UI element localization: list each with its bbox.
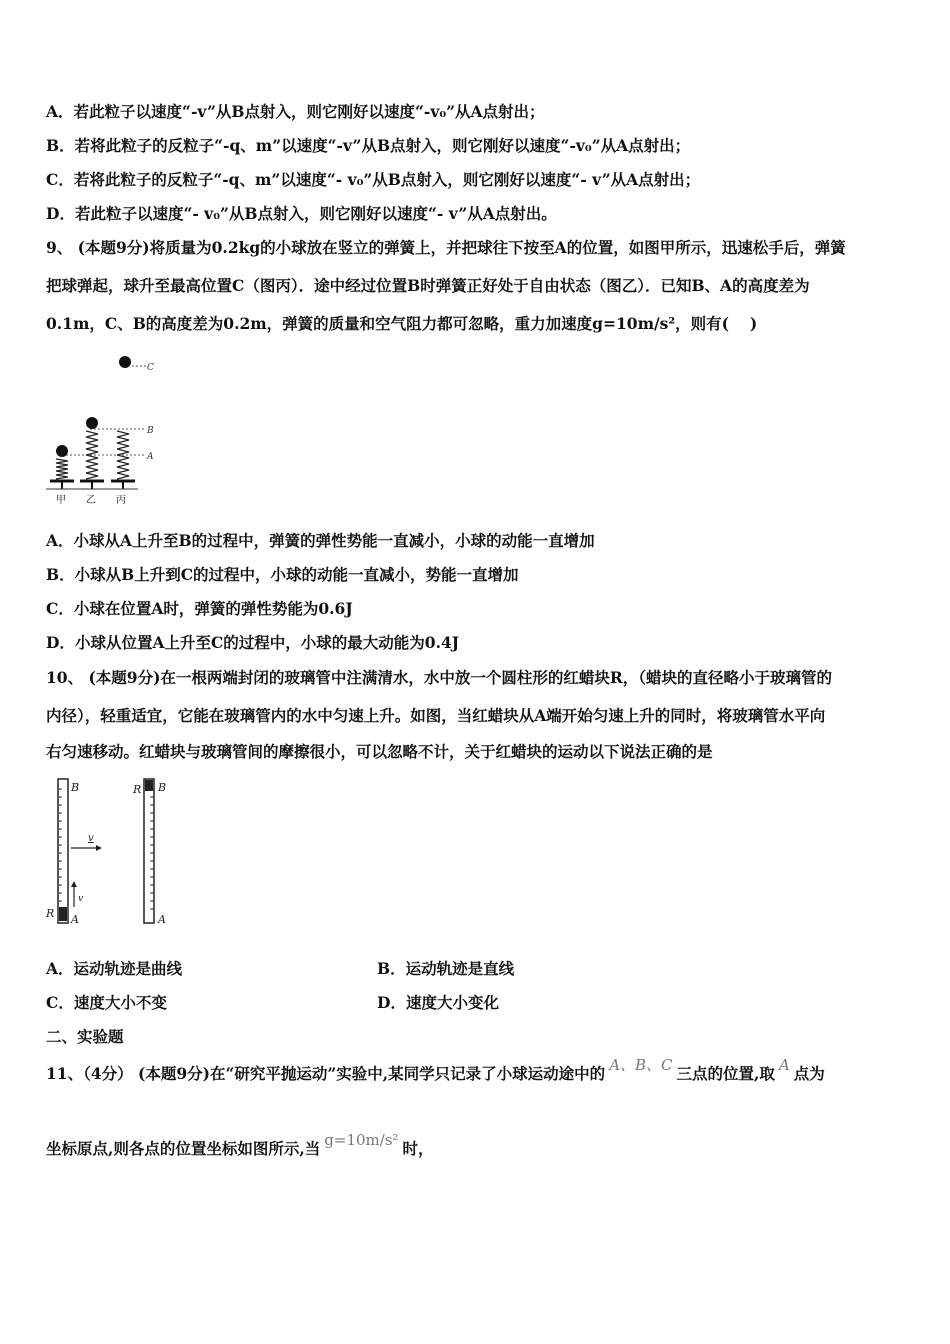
label-c: C — [147, 363, 154, 373]
q11-stem-line-2 — [46, 1131, 434, 1159]
q9-option-d: D．小球从位置A上升至C的过程中，小球的最大动能为0.4J — [46, 633, 460, 652]
q8-option-d: D．若此粒子以速度“- v₀”从B点射入，则它刚好以速度“- v”从A点射出。 — [46, 204, 557, 223]
q10-option-b: B．运动轨迹是直线 — [377, 959, 515, 978]
label-b: B — [147, 426, 154, 436]
wax-block-r — [59, 907, 67, 921]
q10-option-c: C．速度大小不变 — [46, 993, 167, 1012]
q9-option-c: C．小球在位置A时，弹簧的弹性势能为0.6J — [46, 599, 353, 618]
q10-glass-tube-figure — [44, 775, 184, 930]
section-heading-experiment: 二、实验题 — [46, 1027, 124, 1046]
q11-math-g: g=10m/s² — [324, 1131, 399, 1149]
q8-option-b: B．若将此粒子的反粒子“-q、m”以速度“-v”从B点射入，则它刚好以速度“-v₀”从A点射出； — [46, 136, 691, 155]
ball-c — [119, 356, 131, 368]
q11-math-abc: A、B、C — [609, 1056, 673, 1074]
q11-stem-line-1 — [46, 1056, 825, 1084]
label-b-right: B — [158, 781, 167, 794]
label-v-up: v — [78, 894, 84, 904]
q8-option-c: C．若将此粒子的反粒子“-q、m”以速度“- v₀”从B点射入，则它刚好以速度“- v”从A点射出； — [46, 170, 701, 189]
wax-block-r-top — [145, 780, 153, 791]
caption-jia: 甲 — [56, 495, 66, 506]
q11-prefix: 11、（4分） (本题9分)在“研究平抛运动”实验中,某同学只记录了小球运动途中的 — [46, 1064, 606, 1083]
q8-option-a: A．若此粒子以速度“-v”从B点射入，则它刚好以速度“-v₀”从A点射出； — [46, 102, 545, 121]
q9-stem-line-2: 把球弹起，球升至最高位置C（图丙）．途中经过位置B时弹簧正好处于自由状态（图乙）．已知B、A的高度差为 — [46, 276, 810, 295]
q10-stem-line-1: 10、 (本题9分)在一根两端封闭的玻璃管中注满清水，水中放一个圆柱形的红蜡块R，（蜡块的直径略小于玻璃管的 — [46, 668, 833, 687]
q11-line2-suffix: 时， — [402, 1139, 434, 1158]
label-v-horizontal: v — [88, 833, 94, 844]
q9-spring-figure — [46, 348, 166, 510]
caption-bing: 丙 — [116, 495, 126, 506]
q9-option-b: B．小球从B上升到C的过程中，小球的动能一直减小，势能一直增加 — [46, 565, 519, 584]
label-a-left: A — [71, 913, 79, 926]
caption-yi: 乙 — [86, 495, 96, 506]
q11-middle: 三点的位置,取 — [676, 1064, 775, 1083]
label-a: A — [147, 452, 154, 462]
q10-stem-line-3: 右匀速移动。红蜡块与玻璃管间的摩擦很小，可以忽略不计，关于红蜡块的运动以下说法正确的是 — [46, 742, 713, 761]
label-a-right: A — [158, 913, 166, 926]
q10-stem-line-2: 内径），轻重适宜，它能在玻璃管内的水中匀速上升。如图，当红蜡块从A端开始匀速上升的同时，将玻璃管水平向 — [46, 706, 826, 725]
q11-math-a: A — [778, 1056, 790, 1074]
q9-stem-line-3: 0.1m，C、B的高度差为0.2m，弹簧的质量和空气阻力都可忽略，重力加速度g=10m/s²，则有( ) — [46, 314, 758, 333]
label-r-left: R — [46, 907, 55, 920]
q9-stem-line-1: 9、 (本题9分)将质量为0.2kg的小球放在竖立的弹簧上，并把球往下按至A的位置，如图甲所示，迅速松手后，弹簧 — [46, 238, 846, 257]
q10-option-a: A．运动轨迹是曲线 — [46, 959, 183, 978]
q10-option-d: D．速度大小变化 — [377, 993, 499, 1012]
label-b-left: B — [71, 781, 80, 794]
q11-line2-prefix: 坐标原点,则各点的位置坐标如图所示,当 — [46, 1139, 321, 1158]
q11-suffix: 点为 — [793, 1064, 825, 1083]
label-r-right: R — [133, 783, 142, 796]
ball-jia — [56, 445, 68, 457]
ball-yi — [86, 417, 98, 429]
q9-option-a: A．小球从A上升至B的过程中，弹簧的弹性势能一直减小，小球的动能一直增加 — [46, 531, 595, 550]
